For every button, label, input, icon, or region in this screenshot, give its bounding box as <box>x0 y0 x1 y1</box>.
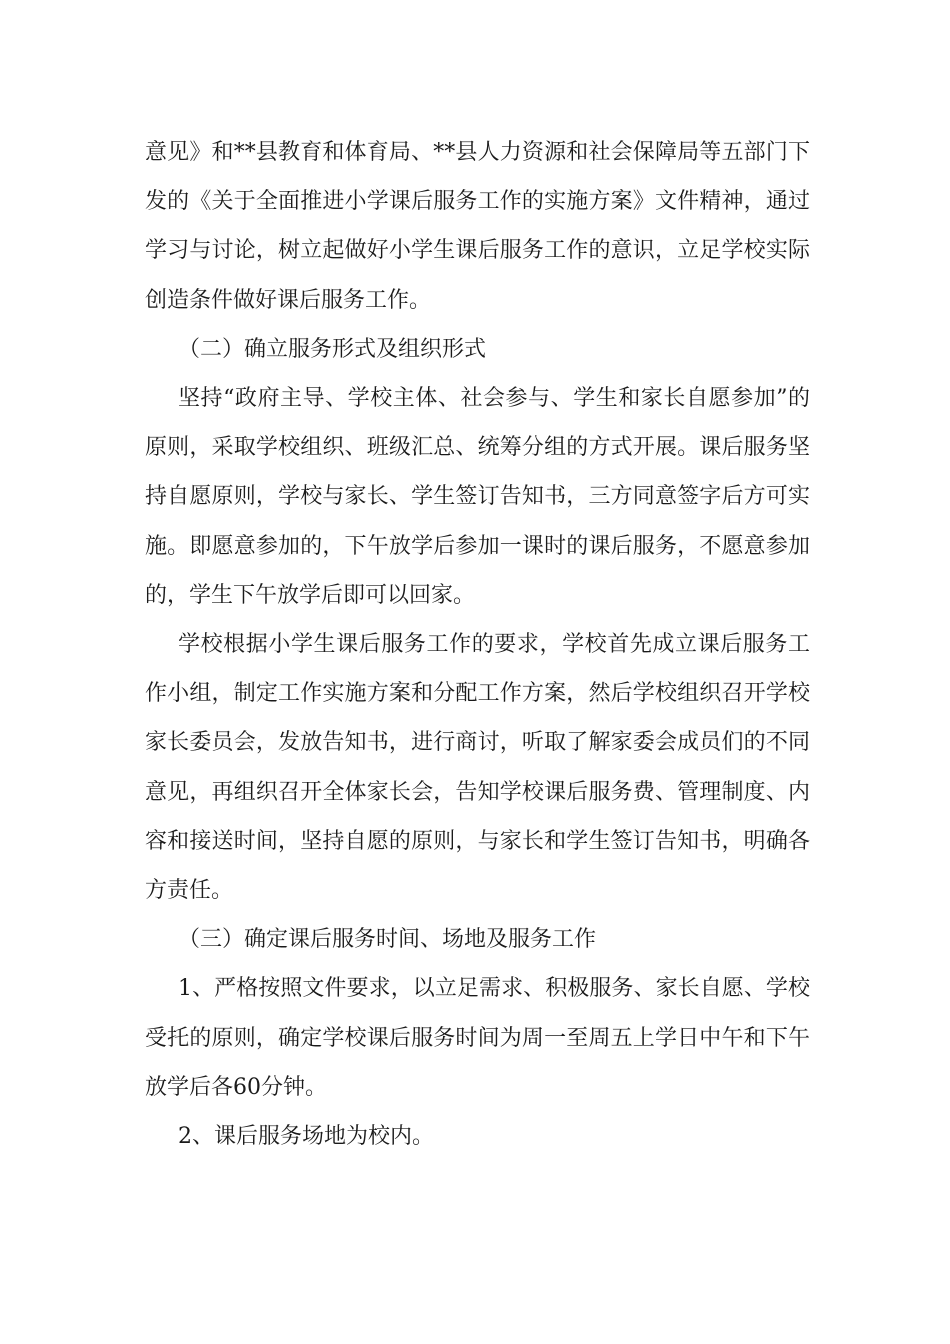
document-body <box>145 128 810 1161</box>
paragraph-service-principles: 坚持“政府主导、学校主体、社会参与、学生和家长自愿参加”的原则，采取学校组织、班级汇总、统筹分组的方式开展。课后服务坚持自愿原则，学校与家长、学生签订告知书，三方同意签字后方可实施。即愿意参加的，下午放学后参加一课时的课后服务，不愿意参加的，学生下午放学后即可以回家。 <box>145 386 810 608</box>
paragraph-service-venue: 2、课后服务场地为校内。 <box>178 1124 434 1150</box>
paragraph-continued: 意见》和**县教育和体育局、**县人力资源和社会保障局等五部门下发的《关于全面推进小学课后服务工作的实施方案》文件精神，通过学习与讨论，树立起做好小学生课后服务工作的意识，立足学校实际创造条件做好课后服务工作。 <box>145 140 810 313</box>
paragraph-service-time: 1、严格按照文件要求，以立足需求、积极服务、家长自愿、学校受托的原则，确定学校课后服务时间为周一至周五上学日中午和下午放学后各60分钟。 <box>145 976 810 1100</box>
section-heading-3: （三）确定课后服务时间、场地及服务工作 <box>178 927 597 953</box>
paragraph-organization-steps: 学校根据小学生课后服务工作的要求，学校首先成立课后服务工作小组，制定工作实施方案和分配工作方案，然后学校组织召开学校家长委员会，发放告知书，进行商讨，听取了解家委会成员们的不同意见，再组织召开全体家长会，告知学校课后服务费、管理制度、内容和接送时间，坚持自愿的原则，与家长和学生签订告知书，明确各方责任。 <box>145 632 810 904</box>
section-heading-2: （二）确立服务形式及组织形式 <box>178 336 487 362</box>
